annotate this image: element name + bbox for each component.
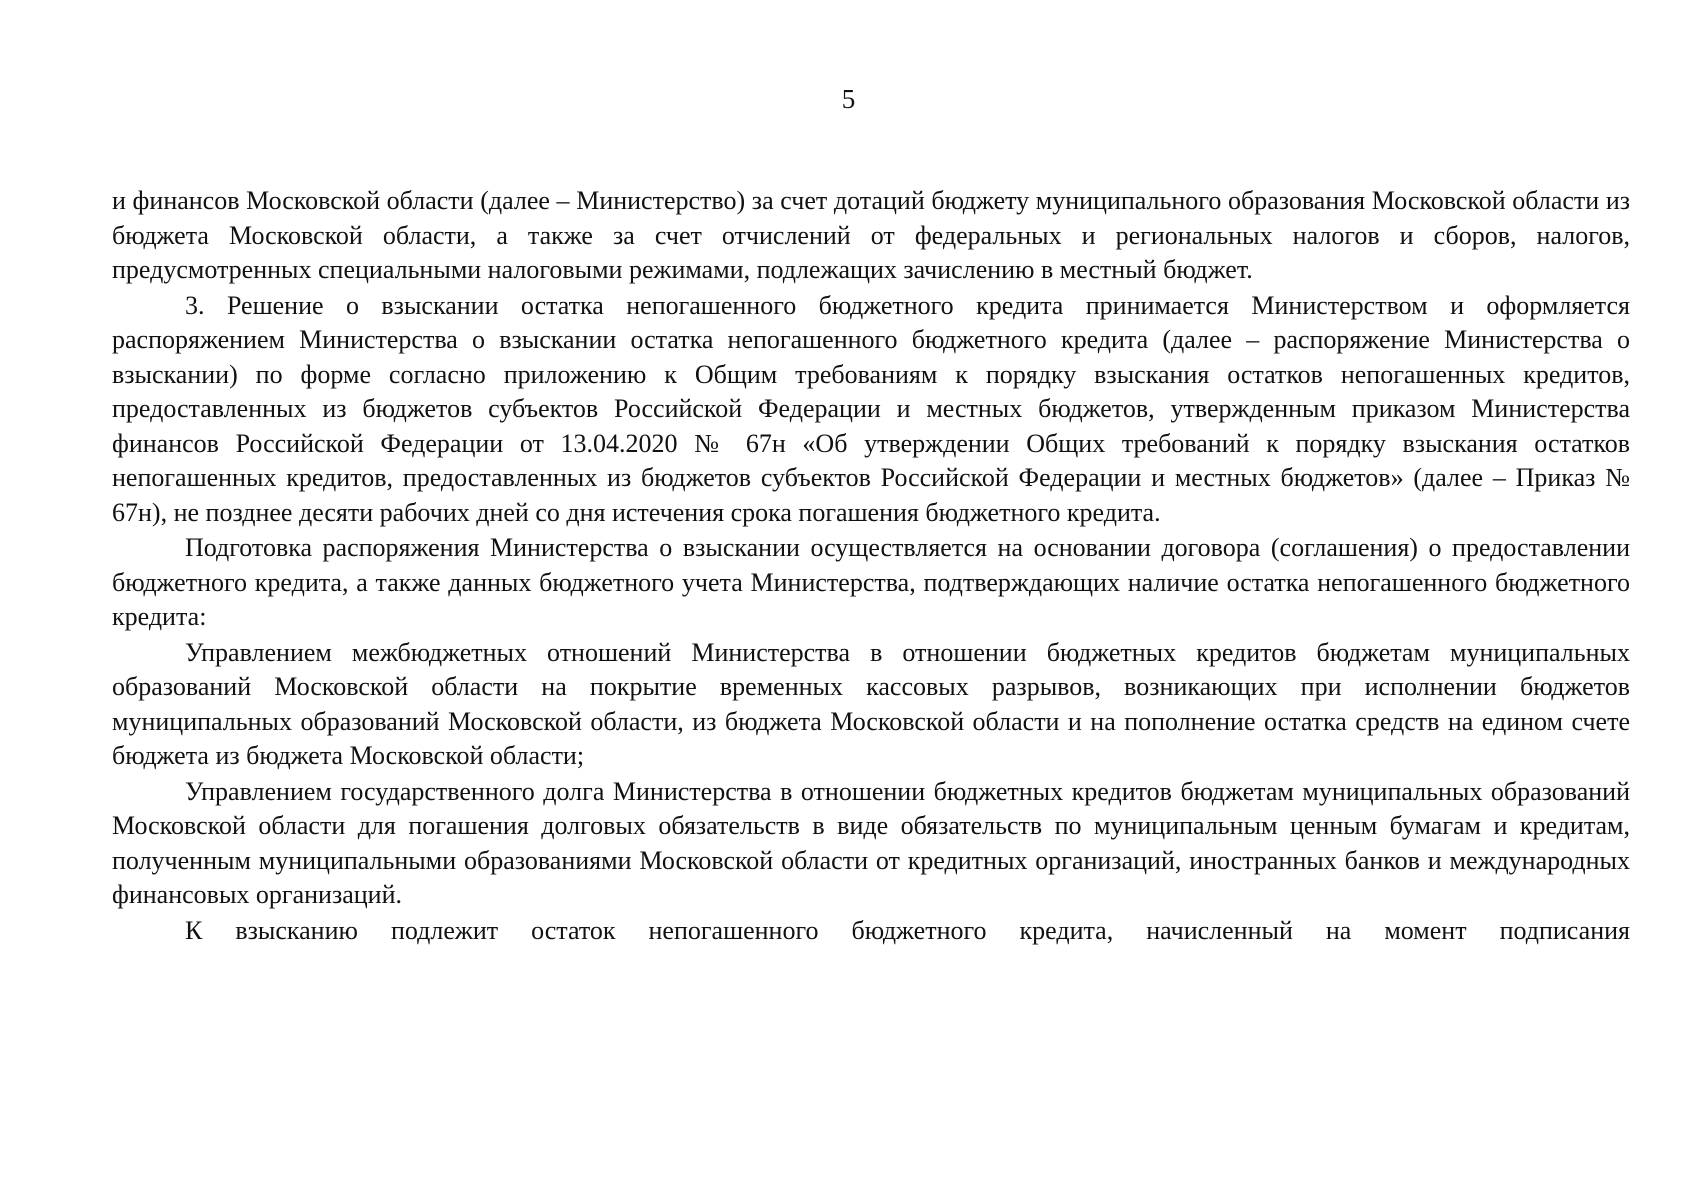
paragraph-state-debt-department: Управлением государственного долга Министерства в отношении бюджетных кредитов бюджетам муниципальных образований Московской области для погашения долговых обязательств в виде обязательств по муниципальным ценным бумагам и кредитам, полученным муниципальными образованиями Московской области от кредитных организаций, иностранных банков и международных финансовых организаций. xyxy=(112,776,1630,909)
paragraph-item-3: 3. Решение о взыскании остатка непогашенного бюджетного кредита принимается Министерством и оформляется распоряжением Министерства о взыскании остатка непогашенного бюджетного кредита (далее – распоряжение Министерства о взыскании) по форме согласно приложению к Общим требованиям к порядку взыскания остатков непогашенных кредитов, предоставленных из бюджетов субъектов Российской Федерации и местных бюджетов, утвержденным приказом Министерства финансов Российской Федерации от 13.04.2020 № 67н «Об утверждении Общих требований к порядку взыскания остатков непогашенных кредитов, предоставленных из бюджетов субъектов Российской Федерации и местных бюджетов» (далее – Приказ № 67н), не позднее десяти рабочих дней со дня истечения срока погашения бюджетного кредита. xyxy=(112,290,1630,527)
paragraph-continuation: и финансов Московской области (далее – Министерство) за счет дотаций бюджету муниципального образования Московской области из бюджета Московской области, а также за счет отчислений от федеральных и региональных налогов и сборов, налогов, предусмотренных специальными налоговыми режимами, подлежащих зачислению в местный бюджет. xyxy=(112,186,1630,284)
page-number: 5 xyxy=(841,84,856,114)
paragraph-interbudget-department: Управлением межбюджетных отношений Министерства в отношении бюджетных кредитов бюджетам муниципальных образований Московской области на покрытие временных кассовых разрывов, возникающих при исполнении бюджетов муниципальных образований Московской области, из бюджета Московской области и на пополнение остатка средств на едином счете бюджета из бюджета Московской области; xyxy=(112,637,1630,770)
paragraph-recovery-amount: К взысканию подлежит остаток непогашенного бюджетного кредита, начисленный на момент подписания xyxy=(185,915,1630,945)
paragraph-preparation: Подготовка распоряжения Министерства о взыскании осуществляется на основании договора (соглашения) о предоставлении бюджетного кредита, а также данных бюджетного учета Министерства, подтверждающих наличие остатка непогашенного бюджетного кредита: xyxy=(112,533,1630,631)
document-body xyxy=(112,184,1630,948)
